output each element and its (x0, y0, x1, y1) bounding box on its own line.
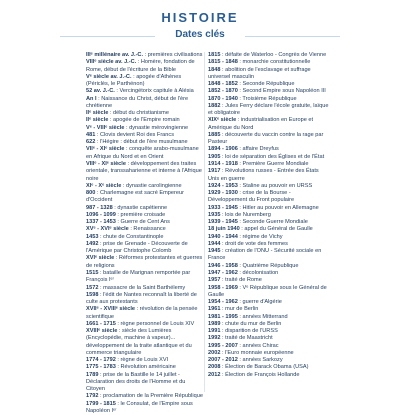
timeline-date: 1958 - 1969 (208, 284, 238, 291)
timeline-entry: 1337 - 1453 : Guerre de Cent Ans (86, 219, 170, 226)
timeline-entry: IIᵉ siècle : début du christianisme (86, 110, 169, 117)
timeline-entry: 1933 - 1945 : Hitler au pouvoir en Allemagne (208, 204, 319, 211)
timeline-date: 1815 (208, 52, 221, 58)
timeline-entry: 1848 : abolition de l'esclavage et suffrage universel masculin (208, 66, 311, 80)
timeline-entry: 1929 - 1930 : crise de la Bourse - Développement du Front populaire (208, 190, 295, 204)
timeline-date: 1096 - 1099 (86, 211, 116, 218)
timeline-entry: 1917 : Révolutions russes - Entrée des États Unis en guerre (208, 168, 319, 182)
timeline-column-left (84, 52, 204, 415)
timeline-entry: XVIIᵉ - XVIIIᵉ siècle : révolution de la pensée scientifique (86, 306, 198, 320)
timeline-date: 1882 (208, 102, 221, 109)
subtitle-block (60, 29, 340, 43)
timeline-entry: IIIᵉ millénaire av. J.-C. : premières civilisations (86, 52, 203, 58)
timeline-entry: 1852 - 1870 : Second Empire sous Napoléon III (208, 88, 326, 95)
subtitle-rule-left (60, 36, 155, 37)
timeline-entry: 1954 - 1962 : guerre d'Algérie (208, 299, 282, 306)
timeline-date: 1572 (86, 284, 99, 291)
timeline-date: 1894 - 1906 (208, 146, 238, 153)
timeline-date: 18 juin 1940 (208, 226, 240, 233)
timeline-date: XIᵉ - Xᵉ siècle (86, 182, 122, 189)
timeline-date: 1337 - 1453 (86, 219, 116, 226)
timeline-date: IIᵉ siècle (86, 110, 109, 117)
timeline-entry: 987 - 1328 : dynastie capétienne (86, 204, 168, 211)
timeline-entry: 1939 - 1945 : Seconde Guerre Mondiale (208, 219, 308, 226)
timeline-date: 1924 - 1953 (208, 182, 238, 189)
timeline-date: 1598 (86, 291, 99, 298)
timeline-date: 2008 (208, 364, 221, 371)
timeline-entry: 1989 : chute du mur de Berlin (208, 320, 282, 327)
timeline-date: 800 (86, 190, 96, 197)
timeline-date: XVIIIᵉ siècle (86, 328, 118, 335)
timeline-date: 52 av. J.-C. (86, 88, 115, 95)
timeline-date: 1848 (208, 66, 221, 73)
timeline-entry: 1792 : proclamation de la Première République (86, 393, 203, 400)
timeline-date: 2002 (208, 349, 221, 356)
timeline-entry: 1453 : chute de Constantinople (86, 233, 164, 240)
timeline-date: 1957 (208, 277, 221, 284)
timeline-date: 1775 - 1783 (86, 364, 116, 371)
timeline-entry: 2012 : Élection de François Hollande (208, 371, 300, 378)
timeline-date: XIXᵉ siècle (208, 117, 237, 124)
column-divider (204, 52, 205, 392)
timeline-date: 1799 - 1815 (86, 400, 116, 407)
timeline-entry: 1096 - 1099 : première croisade (86, 211, 166, 218)
timeline-date: 1933 - 1945 (208, 204, 238, 211)
timeline-date: 1939 - 1945 (208, 219, 238, 226)
timeline-date: 1848 - 1852 (208, 81, 238, 88)
timeline-entry: VIIᵉ - XIᵉ siècle : conquête arabo-musulmane en Afrique du Nord et en Orient (86, 146, 199, 160)
timeline-entry: VIIIᵉ - XIᵉ siècle : développement des traites orientale, transsaharienne et interne à l'Afrique noire (86, 160, 202, 182)
timeline-entry: 1981 - 1995 : années Mitterrand (208, 313, 288, 320)
timeline-entry: XIᵉ - Xᵉ siècle : dynastie carolingienne (86, 182, 182, 189)
timeline-date: 2012 (208, 371, 221, 378)
timeline-date: 2007 - 2012 (208, 357, 238, 364)
timeline-entry: 1598 : l'édit de Nantes reconnaît la liberté de culte aux protestants (86, 291, 197, 306)
timeline-entry: 1995 - 2007 : années Chirac (208, 342, 279, 349)
timeline-date: 1885 (208, 131, 221, 138)
timeline-entry: 1947 - 1962 : décolonisation (208, 269, 279, 276)
timeline-column-right (206, 52, 330, 379)
timeline-entry: 1957 : traité de Rome (208, 277, 262, 284)
timeline-date: 1929 - 1930 (208, 190, 238, 197)
timeline-entry: 1799 - 1815 : le Consulat, de l'Empire sous Napoléon Iᵉʳ (86, 400, 193, 415)
timeline-entry: 1774 - 1792 : règne de Louis XVI (86, 357, 169, 364)
timeline-date: 1815 - 1848 (208, 59, 238, 66)
timeline-date: VIIIᵉ - XIᵉ siècle (86, 160, 126, 167)
timeline-date: 1945 (208, 248, 221, 255)
timeline-date: 1852 - 1870 (208, 88, 238, 95)
timeline-date: 987 - 1328 (86, 204, 113, 211)
timeline-date: XVᵉ - XVIᵉ siècle (86, 226, 129, 233)
timeline-entry: Vᵉ - VIIIᵉ siècle : dynastie mérovingienne (86, 124, 189, 131)
timeline-date: Vᵉ - VIIIᵉ siècle (86, 124, 125, 131)
timeline-entry: 800 : Charlemagne est sacré Empereur d'Occident (86, 190, 184, 204)
timeline-entry: Vᵉ siècle av. J.-C. : apogée d'Athènes (Périclès, le Parthénon) (86, 73, 182, 88)
timeline-entry: XIXᵉ siècle : industrialisation en Europe et Amérique du Nord (208, 117, 314, 131)
timeline-entry: 1572 : massacre de la Saint Barthélemy (86, 284, 186, 291)
page-subtitle: Dates clés (175, 29, 225, 40)
timeline-date: 1944 (208, 240, 221, 247)
timeline-entry: 2007 - 2012 : années Sarkozy (208, 357, 283, 364)
timeline-entry: 481 : Clovis devient Roi des Francs (86, 131, 174, 138)
timeline-entry: 1914 - 1918 : Première Guerre Mondiale (208, 160, 309, 167)
page-title: HISTOIRE (161, 10, 239, 25)
timeline-date: XVIᵉ siècle (86, 255, 115, 262)
timeline-entry: 1945 : création de l'ONU - Sécurité sociale en France (208, 248, 322, 262)
timeline-date: 1789 (86, 371, 99, 378)
timeline-entry: 1991 : disparition de l'URSS (208, 328, 278, 335)
timeline-date: XVIIᵉ - XVIIIᵉ siècle (86, 306, 135, 313)
timeline-entry: 1944 : droit de vote des femmes (208, 240, 288, 247)
timeline-date: 1981 - 1995 (208, 313, 238, 320)
timeline-date: 1991 (208, 328, 221, 335)
timeline-entry: 2008 : Élection de Barack Obama (USA) (208, 364, 309, 371)
timeline-entry: 1935 : lois de Nuremberg (208, 211, 271, 218)
timeline-date: 1989 (208, 320, 221, 327)
timeline-date: 1870 - 1940 (208, 95, 238, 102)
timeline-date: 1914 - 1918 (208, 160, 238, 167)
timeline-entry: XVIIIᵉ siècle : siècle des Lumières (Encyclopédie, machine à vapeur)... développement de la traite atlantique et du commerce triangulaire (86, 328, 192, 356)
timeline-entry: 1905 : loi de séparation des Églises et de l'État (208, 153, 325, 160)
timeline-entry: 1961 : mur de Berlin (208, 306, 259, 313)
timeline-entry: 622 : l'Hégire : début de l'ère musulmane (86, 139, 188, 146)
timeline-entry: 1882 : Jules Ferry déclare l'école gratuite, laïque et obligatoire (208, 102, 329, 117)
timeline-entry: 1946 - 1958 : Quatrième République (208, 262, 299, 269)
timeline-date: 1792 (86, 393, 99, 400)
timeline-entry: An I : Naissance du Christ, début de l'ère chrétienne (86, 95, 189, 109)
timeline-date: IIIᵉ millénaire av. J.-C. (86, 52, 144, 58)
timeline-entry: 18 juin 1940 : appel du Général de Gaulle (208, 226, 313, 233)
timeline-entry: 1789 : prise de la Bastille le 14 juillet - Déclaration des droits de l'Homme et du Citoyen (86, 371, 186, 393)
timeline-entry: 1848 - 1852 : Seconde République (208, 81, 295, 88)
subtitle-rule-right (245, 36, 340, 37)
timeline-date: 1917 (208, 168, 221, 175)
timeline-date: 481 (86, 131, 96, 138)
timeline-entry: XVᵉ - XVIᵉ siècle : Renaissance (86, 226, 166, 233)
timeline-entry: 1870 - 1940 : Troisième République (208, 95, 297, 102)
timeline-date: 1935 (208, 211, 221, 218)
timeline-date: IIᵉ siècle (86, 117, 109, 124)
timeline-entry: 1958 - 1969 : Vᵉ République sous le Général de Gaulle (208, 284, 327, 298)
timeline-entry: 1815 : défaite de Waterloo - Congrès de Vienne (208, 52, 327, 58)
timeline-date: VIIIᵉ siècle av. J.-C. (86, 59, 137, 66)
timeline-date: 622 (86, 139, 96, 146)
timeline-entry: 1894 - 1906 : affaire Dreyfus (208, 146, 279, 153)
timeline-date: 1961 (208, 306, 221, 313)
timeline-date: 1774 - 1792 (86, 357, 116, 364)
timeline-date: Vᵉ siècle av. J.-C. (86, 73, 132, 80)
timeline-entry: 1515 : bataille de Marignan remportée par François Iᵉʳ (86, 269, 191, 284)
timeline-date: An I (86, 95, 97, 102)
timeline-entry: 1815 - 1848 : monarchie constitutionnelle (208, 59, 311, 66)
timeline-entry: IIᵉ siècle : apogée de l'Empire romain (86, 117, 180, 124)
timeline-date: 1940 - 1944 (208, 233, 238, 240)
timeline-date: 1954 - 1962 (208, 299, 238, 306)
timeline-date: 1905 (208, 153, 221, 160)
timeline-entry: 2002 : l'Euro monnaie européenne (208, 349, 294, 356)
timeline-entry: 52 av. J.-C. : Vercingétorix capitule à Alésia (86, 88, 194, 95)
timeline-date: VIIᵉ - XIᵉ siècle (86, 146, 125, 153)
timeline-entry: 1661 - 1715 : règne personnel de Louis XIV (86, 320, 195, 327)
timeline-entry: 1492 : prise de Grenade - Découverte de l'Amérique par Christophe Colomb (86, 240, 188, 255)
timeline-date: 1453 (86, 233, 99, 240)
timeline-entry: 1885 : découverte du vaccin contre la rage par Pasteur (208, 131, 324, 146)
timeline-entry: VIIIᵉ siècle av. J.-C. : Homère, fondation de Rome, début de l'écriture de la Bible (86, 59, 195, 73)
timeline-entry: 1940 - 1944 : régime de Vichy (208, 233, 283, 240)
timeline-date: 1946 - 1958 (208, 262, 238, 269)
timeline-date: 1995 - 2007 (208, 342, 238, 349)
timeline-date: 1947 - 1962 (208, 269, 238, 276)
timeline-entry: 1924 - 1953 : Staline au pouvoir en URSS (208, 182, 313, 189)
timeline-entry: XVIᵉ siècle : Réformes protestantes et guerres de religions (86, 255, 203, 269)
timeline-date: 1661 - 1715 (86, 320, 116, 327)
timeline-date: 1515 (86, 269, 99, 276)
timeline-date: 1492 (86, 240, 99, 247)
timeline-date: 1992 (208, 335, 221, 342)
timeline-entry: 1775 - 1783 : Révolution américaine (86, 364, 176, 371)
timeline-entry: 1992 : traité de Maastricht (208, 335, 273, 342)
